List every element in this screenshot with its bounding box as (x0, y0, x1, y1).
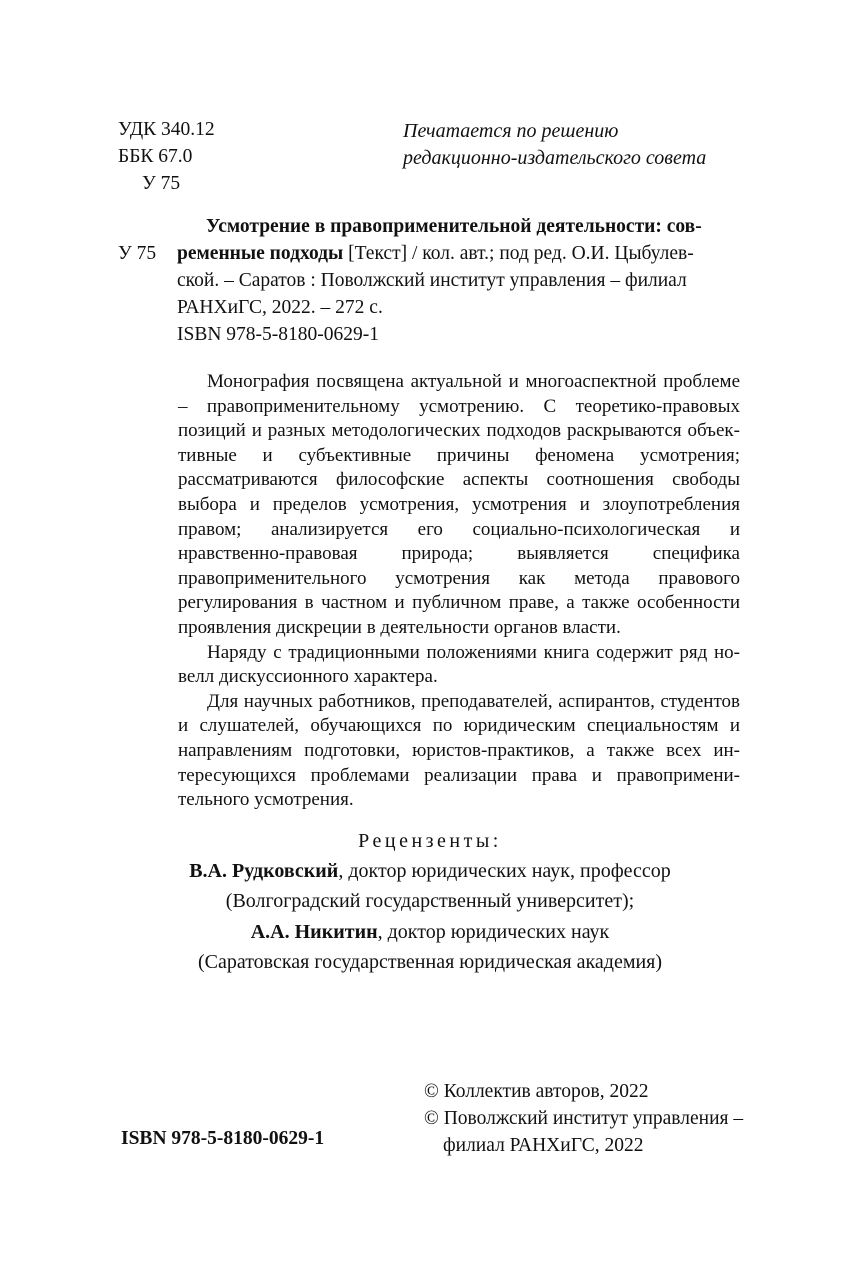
catalog-responsibility: [Текст] / кол. авт.; под ред. О.И. Цыбулев- (343, 243, 694, 264)
udc-code: УДК 340.12 (118, 119, 215, 140)
reviewer-2-org: (Саратовская государственная юридическая академия) (197, 950, 663, 973)
reviewers-heading: Рецензенты: (358, 830, 502, 852)
bbk-code: ББК 67.0 (118, 146, 193, 167)
council-note-line-2: редакционно-издательского совета (403, 147, 707, 169)
catalog-record (118, 213, 740, 348)
catalog-line-3: ской. – Саратов : Поволжский институт управления – филиал (177, 270, 687, 291)
council-note (403, 118, 763, 172)
annotation-paragraph-3: Для научных работников, преподавателей, аспирантов, студентов и слушателей, обучающихся по юридическим специальностям и направлениям подготовки, юристов-практиков, а также всех интересующихся проблемами реализации права и правоприменительного усмотрения. (178, 690, 740, 811)
reviewers-block (100, 826, 760, 977)
catalog-code: У 75 (118, 243, 157, 264)
copyright-line-1: © Коллектив авторов, 2022 (424, 1081, 649, 1102)
catalog-isbn: ISBN 978-5-8180-0629-1 (177, 324, 380, 345)
reviewer-1-org: (Волгоградский государственный университет); (225, 890, 635, 913)
copyright-line-2: © Поволжский институт управления – (424, 1108, 744, 1129)
catalog-line-4: РАНХиГС, 2022. – 272 с. (177, 297, 383, 318)
catalog-title-part-1: Усмотрение в правоприменительной деятельности: сов- (206, 216, 702, 237)
annotation (178, 370, 740, 813)
copyright-block (424, 1078, 754, 1159)
catalog-title-line-1 (118, 213, 740, 240)
reviewer-1-name: В.А. Рудковский (189, 860, 339, 883)
catalog-line-2 (118, 240, 740, 267)
reviewer-2-name: А.А. Никитин (250, 920, 378, 943)
author-sign: У 75 (142, 173, 181, 194)
council-note-line-1: Печатается по решению (403, 120, 619, 142)
reviewer-2 (100, 917, 760, 947)
isbn-bottom: ISBN 978-5-8180-0629-1 (121, 1128, 325, 1149)
reviewer-2-title: , доктор юридических наук (377, 920, 610, 943)
classification-block (118, 116, 215, 197)
annotation-paragraph-2: Наряду с традиционными положениями книга содержит ряд новелл дискуссионного характера. (178, 641, 740, 688)
annotation-paragraph-1: Монография посвящена актуальной и многоаспектной проблеме – правоприменительному усмотрению. С теоретико-правовых позиций и разных методологических подходов раскрываются объективные и субъективные причины феномена усмотрения; рассматриваются философские аспекты соотношения свободы выбора и пределов усмотрения, усмотрения и злоупотребления правом; анализируется его социально-психологическая и нравственно-правовая природа; выявляется специфика правоприменительного усмотрения как метода правового регулирования в частном и публичном праве, а также особенности проявления дискреции в деятельности органов власти. (178, 371, 740, 638)
catalog-title-part-2: ременные подходы (177, 243, 344, 264)
reviewer-1-title: , доктор юридических наук, профессор (338, 860, 671, 883)
copyright-line-3: филиал РАНХиГС, 2022 (443, 1135, 644, 1156)
reviewer-1 (100, 856, 760, 886)
